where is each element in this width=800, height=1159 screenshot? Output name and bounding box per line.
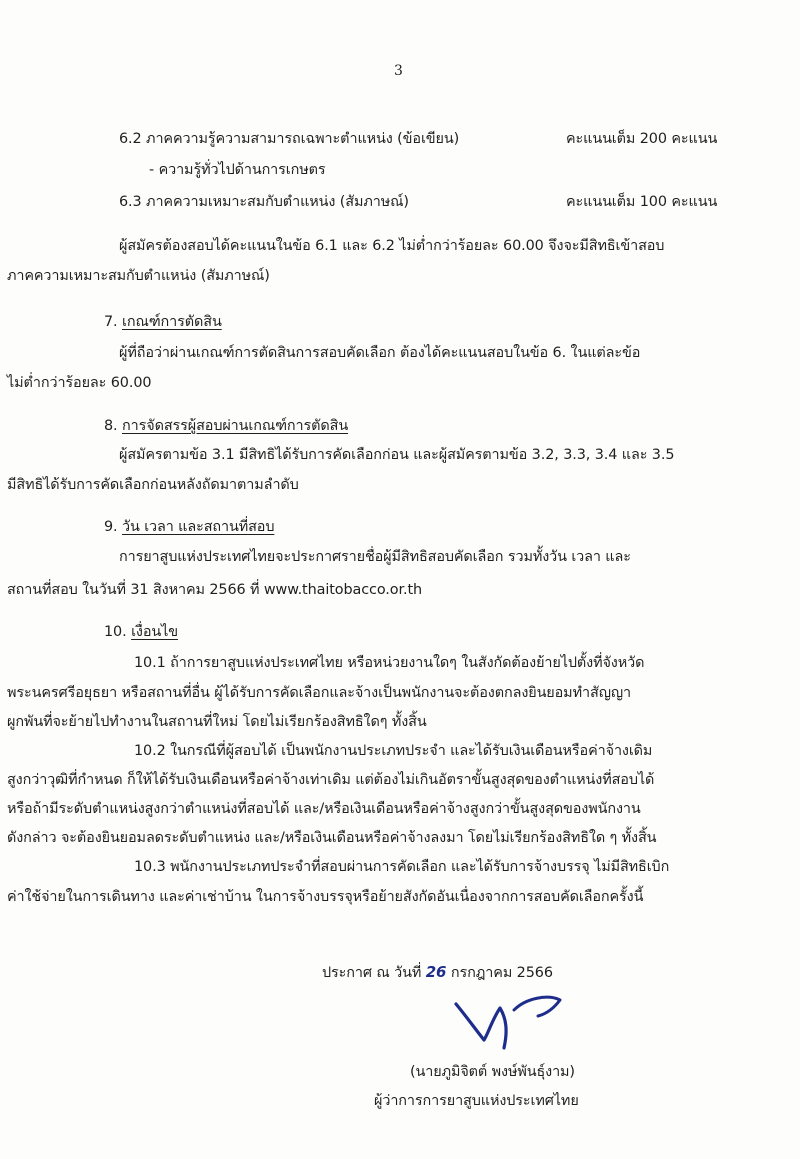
item-6-2-score: คะแนนเต็ม 200 คะแนน bbox=[566, 131, 718, 147]
section-7-heading bbox=[104, 311, 222, 333]
section-7-title: เกณฑ์การตัดสิน bbox=[122, 314, 222, 330]
section-9-line: การยาสูบแห่งประเทศไทยจะประกาศรายชื่อผู้มีสิทธิสอบคัดเลือก รวมทั้งวัน เวลา และ bbox=[119, 549, 631, 565]
section-7-line: ไม่ต่ำกว่าร้อยละ 60.00 bbox=[7, 375, 152, 391]
section-10-title: เงื่อนไข bbox=[131, 624, 178, 640]
section-9-line: สถานที่สอบ ในวันที่ 31 สิงหาคม 2566 ที่ www.thaitobacco.or.th bbox=[7, 582, 423, 598]
item-6-3-label: 6.3 ภาคความเหมาะสมกับตำแหน่ง (สัมภาษณ์) bbox=[119, 194, 409, 210]
signature-image bbox=[448, 990, 568, 1052]
announcement-suffix: กรกฎาคม 2566 bbox=[450, 965, 553, 981]
section-9-heading bbox=[104, 516, 274, 538]
section-10-1-line: 10.1 ถ้าการยาสูบแห่งประเทศไทย หรือหน่วยงานใดๆ ในสังกัดต้องย้ายไปตั้งที่จังหวัด bbox=[134, 655, 645, 671]
section-10-3-line: 10.3 พนักงานประเภทประจำที่สอบผ่านการคัดเลือก และได้รับการจ้างบรรจุ ไม่มีสิทธิเบิก bbox=[134, 859, 670, 875]
item-6-2-label: 6.2 ภาคความรู้ความสามารถเฉพาะตำแหน่ง (ข้อเขียน) bbox=[119, 131, 460, 147]
section-7-line: ผู้ที่ถือว่าผ่านเกณฑ์การตัดสินการสอบคัดเลือก ต้องได้คะแนนสอบในข้อ 6. ในแต่ละข้อ bbox=[119, 345, 641, 361]
section-10-1-line: ผูกพันที่จะย้ายไปทำงานในสถานที่ใหม่ โดยไม่เรียกร้องสิทธิใดๆ ทั้งสิ้น bbox=[7, 714, 427, 730]
handwritten-day: 26 bbox=[425, 963, 447, 981]
item-6-3-score: คะแนนเต็ม 100 คะแนน bbox=[566, 194, 718, 210]
section-10-number: 10. bbox=[104, 624, 127, 640]
section-6-note-line: ผู้สมัครต้องสอบได้คะแนนในข้อ 6.1 และ 6.2 ไม่ต่ำกว่าร้อยละ 60.00 จึงจะมีสิทธิเข้าสอบ bbox=[119, 238, 665, 254]
section-9-number: 9. bbox=[104, 519, 118, 535]
signatory-name: (นายภูมิจิตต์ พงษ์พันธุ์งาม) bbox=[410, 1064, 575, 1080]
announcement-prefix: ประกาศ ณ วันที่ bbox=[322, 965, 422, 981]
section-10-3-line: ค่าใช้จ่ายในการเดินทาง และค่าเช่าบ้าน ในการจ้างบรรจุหรือย้ายสังกัดอันเนื่องจากการสอบคัดเลือกครั้งนี้ bbox=[7, 889, 644, 905]
page-number: 3 bbox=[394, 63, 403, 79]
section-6-note-line: ภาคความเหมาะสมกับตำแหน่ง (สัมภาษณ์) bbox=[7, 268, 270, 284]
section-8-title: การจัดสรรผู้สอบผ่านเกณฑ์การตัดสิน bbox=[122, 418, 349, 434]
announcement-date bbox=[322, 961, 553, 984]
section-10-1-line: พระนครศรีอยุธยา หรือสถานที่อื่น ผู้ได้รับการคัดเลือกและจ้างเป็นพนักงานจะต้องตกลงยินยอมทำสัญญา bbox=[7, 685, 632, 701]
item-6-2-subitem: - ความรู้ทั่วไปด้านการเกษตร bbox=[149, 162, 326, 178]
section-9-title: วัน เวลา และสถานที่สอบ bbox=[122, 519, 275, 535]
signatory-title: ผู้ว่าการการยาสูบแห่งประเทศไทย bbox=[374, 1093, 579, 1109]
section-10-2-line: 10.2 ในกรณีที่ผู้สอบได้ เป็นพนักงานประเภทประจำ และได้รับเงินเดือนหรือค่าจ้างเดิม bbox=[134, 743, 653, 759]
section-10-2-line: ดังกล่าว จะต้องยินยอมลดระดับตำแหน่ง และ/หรือเงินเดือนหรือค่าจ้างลงมา โดยไม่เรียกร้องสิทธิใด ๆ ทั้งสิ้น bbox=[7, 830, 657, 846]
section-8-line: มีสิทธิได้รับการคัดเลือกก่อนหลังถัดมาตามลำดับ bbox=[7, 477, 299, 493]
section-8-number: 8. bbox=[104, 418, 118, 434]
section-7-number: 7. bbox=[104, 314, 118, 330]
section-8-heading bbox=[104, 415, 348, 437]
section-10-heading bbox=[104, 621, 178, 643]
section-8-line: ผู้สมัครตามข้อ 3.1 มีสิทธิได้รับการคัดเลือกก่อน และผู้สมัครตามข้อ 3.2, 3.3, 3.4 และ 3.5 bbox=[119, 447, 675, 463]
section-10-2-line: หรือถ้ามีระดับตำแหน่งสูงกว่าตำแหน่งที่สอบได้ และ/หรือเงินเดือนหรือค่าจ้างสูงกว่าขั้นสูงสุดของพนักงาน bbox=[7, 801, 641, 817]
section-10-2-line: สูงกว่าวุฒิที่กำหนด ก็ให้ได้รับเงินเดือนหรือค่าจ้างเท่าเดิม แต่ต้องไม่เกินอัตราขั้นสูงสุดของตำแหน่งที่สอบได้ bbox=[7, 772, 655, 788]
